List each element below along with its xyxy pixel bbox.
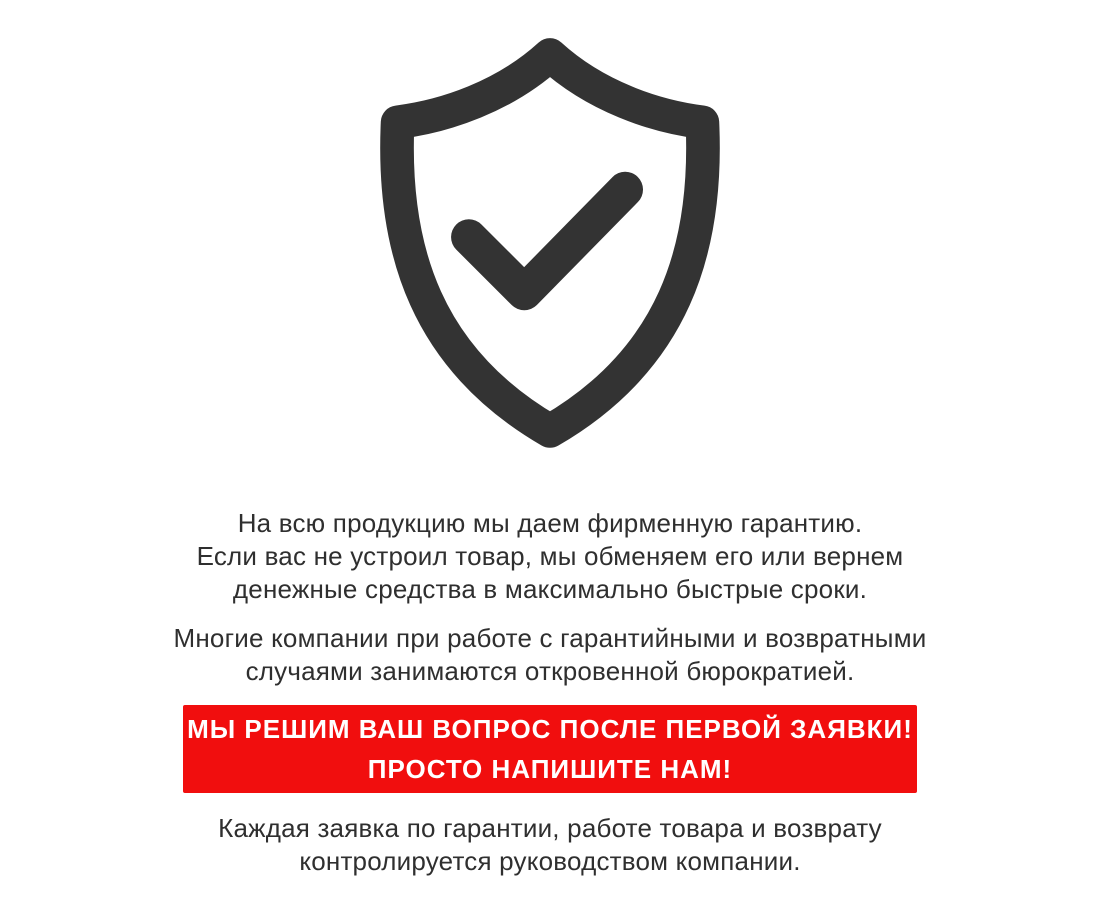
bureaucracy-line-2: случаями занимаются откровенной бюрократией. (245, 656, 855, 686)
promo-banner (183, 705, 917, 793)
banner-line-2: ПРОСТО НАПИШИТЕ НАМ! (367, 754, 733, 784)
shield-check-icon (362, 21, 738, 461)
management-control-paragraph (218, 812, 882, 878)
intro-line-3: денежные средства в максимально быстрые сроки. (232, 574, 868, 604)
bureaucracy-paragraph (174, 622, 927, 688)
intro-line-2: Если вас не устроил товар, мы обменяем его или вернем (196, 541, 904, 571)
intro-line-1: На всю продукцию мы даем фирменную гарантию. (237, 508, 863, 538)
control-line-2: контролируется руководством компании. (299, 846, 801, 876)
bureaucracy-line-1: Многие компании при работе с гарантийными и возвратными (173, 623, 927, 653)
control-line-1: Каждая заявка по гарантии, работе товара и возврату (218, 813, 882, 843)
checkmark (469, 190, 625, 293)
guarantee-intro-paragraph (197, 507, 904, 606)
banner-line-1: МЫ РЕШИМ ВАШ ВОПРОС ПОСЛЕ ПЕРВОЙ ЗАЯВКИ! (187, 714, 913, 744)
